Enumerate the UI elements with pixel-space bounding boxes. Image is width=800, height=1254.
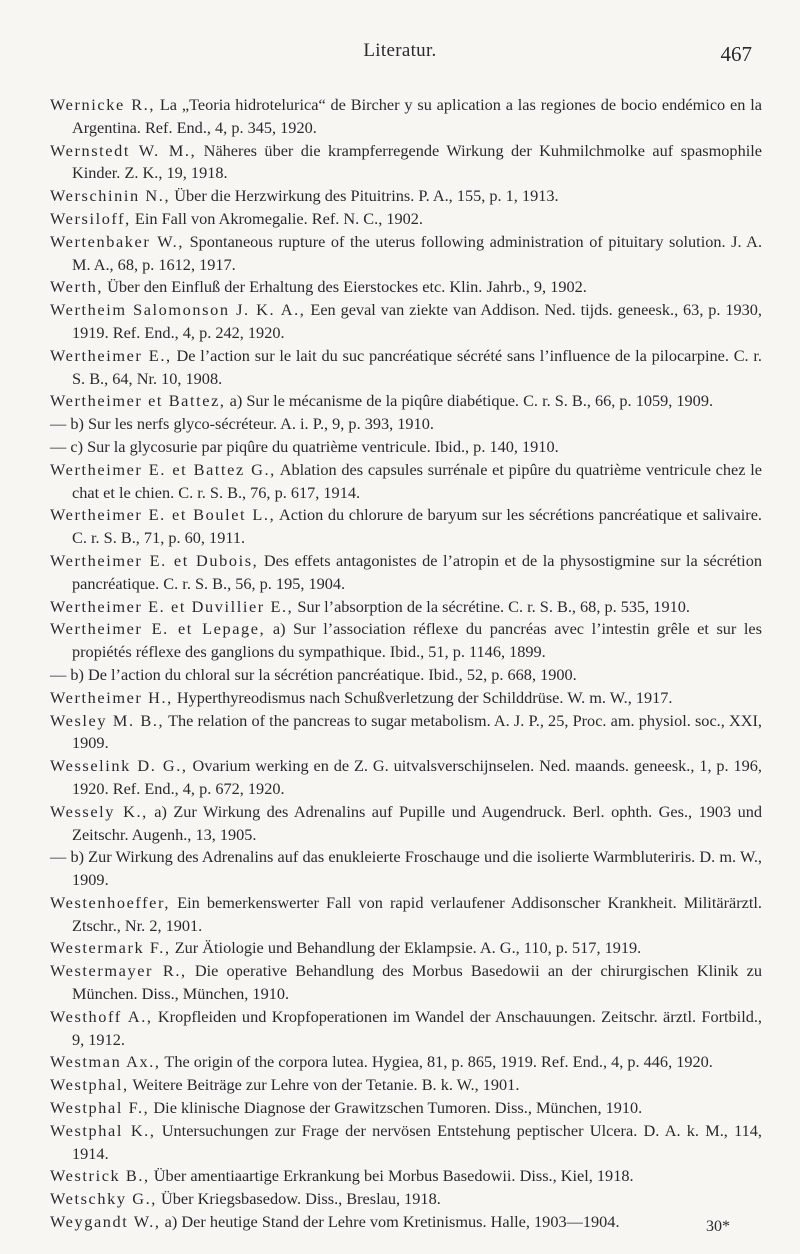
entry-text: Über die Herzwirkung des Pituitrins. P. A., 155, p. 1, 1913. [170, 186, 559, 206]
entry-text: Sur l’absorption de la sécrétine. C. r. S. B., 68, p. 535, 1910. [293, 596, 690, 616]
bibliography-list [50, 94, 762, 1234]
bibliography-entry [50, 596, 762, 619]
bibliography-entry [50, 801, 762, 847]
bibliography-entry [50, 140, 762, 186]
bibliography-entry [50, 892, 762, 938]
bibliography-entry [50, 345, 762, 391]
bibliography-entry [50, 755, 762, 801]
bibliography-entry [50, 413, 762, 436]
entry-text: Ovarium werking en de Z. G. uitvalsverschijnselen. Ned. maands. geneesk., 1, p. 196, 1920. Ref. End., 4, p. 672, 1920. [72, 756, 762, 798]
entry-author: Westphal F., [50, 1098, 150, 1118]
entry-text: — b) Sur les nerfs glyco-sécréteur. A. i. P., 9, p. 393, 1910. [50, 414, 434, 434]
entry-text: Weitere Beiträge zur Lehre von der Tetanie. B. k. W., 1901. [128, 1075, 520, 1095]
bibliography-entry [50, 390, 762, 413]
entry-text: Kropfleiden und Kropfoperationen im Wandel der Anschauungen. Zeitschr. ärztl. Fortbild., 9, 1912. [72, 1006, 762, 1049]
entry-author: Westphal K., [50, 1120, 156, 1140]
entry-author: Wernicke R., [50, 95, 156, 114]
entry-text: The origin of the corpora lutea. Hygiea, 81, p. 865, 1919. Ref. End., 4, p. 446, 1920. [160, 1052, 713, 1072]
signature-mark: 30* [706, 1218, 730, 1235]
bibliography-entry [50, 459, 762, 505]
entry-author: Wertheimer E. et Lepage, [50, 619, 266, 639]
entry-author: Westhoff A., [50, 1006, 153, 1026]
entry-author: Westermark F., [50, 938, 171, 958]
entry-text: — b) Zur Wirkung des Adrenalins auf das enukleierte Froschauge und die isolierte Warmbluteriris. D. m. W., 1909. [50, 847, 762, 890]
bibliography-entry [50, 1211, 762, 1234]
entry-text: De l’action sur le lait du suc pancréatique sécrété sans l’influence de la pilocarpine. C. r. S. B., 64, Nr. 10, 1908. [72, 345, 762, 388]
entry-author: Wernstedt W. M., [50, 140, 197, 160]
entry-text: La „Teoria hidrotelurica“ de Bircher y su aplication a las regiones de bocio endémico en la Argentina. Ref. End., 4, p. 345, 1920. [72, 95, 762, 137]
running-head: Literatur. [363, 40, 437, 61]
entry-text: — c) Sur la glycosurie par piqûre du quatrième ventricule. Ibid., p. 140, 1910. [50, 436, 559, 456]
entry-author: Westermayer R., [50, 961, 187, 981]
entry-text: Über Kriegsbasedow. Diss., Breslau, 1918. [156, 1189, 441, 1209]
entry-author: Westphal, [50, 1075, 129, 1095]
bibliography-entry [50, 618, 762, 664]
entry-text: The relation of the pancreas to sugar metabolism. A. J. P., 25, Proc. am. physiol. soc., XXI, 1909. [72, 710, 762, 753]
entry-text: Ein Fall von Akromegalie. Ref. N. C., 1902. [130, 208, 423, 228]
page-number: 467 [720, 42, 752, 66]
bibliography-entry [50, 846, 762, 892]
bibliography-entry [50, 1051, 762, 1074]
entry-text: a) Sur l’association réflexe du pancréas avec l’intestin grêle et sur les propiétés réflexe des ganglions du sympathique. Ibid., 51, p. 1146, 1899. [72, 619, 762, 662]
entry-author: Wertheimer et Battez, [50, 391, 226, 411]
entry-author: Wertenbaker W., [50, 231, 185, 251]
entry-text: a) Zur Wirkung des Adrenalins auf Pupille und Augendruck. Berl. ophth. Ges., 1903 und Zeitschr. Augenh., 13, 1905. [72, 801, 762, 844]
entry-author: Wertheimer E. et Boulet L., [50, 505, 276, 525]
bibliography-entry [50, 664, 762, 687]
entry-text: Ein bemerkenswerter Fall von rapid verlaufener Addisonscher Krankheit. Militärärztl. Ztschr., Nr. 2, 1901. [72, 892, 762, 935]
bibliography-entry [50, 276, 762, 299]
entry-author: Wersiloff, [50, 208, 131, 228]
entry-text: Een geval van ziekte van Addison. Ned. tijds. geneesk., 63, p. 1930, 1919. Ref. End., 4, p. 242, 1920. [72, 300, 763, 342]
entry-author: Wertheimer E., [50, 345, 172, 365]
entry-text: a) Der heutige Stand der Lehre vom Kretinismus. Halle, 1903—1904. [160, 1212, 620, 1232]
entry-author: Weygandt W., [50, 1212, 161, 1232]
entry-text: Die operative Behandlung des Morbus Basedowii an der chirurgischen Klinik zu München. Diss., München, 1910. [72, 961, 763, 1004]
bibliography-entry [50, 1006, 762, 1052]
entry-text: Untersuchungen zur Frage der nervösen Entstehung peptischer Ulcera. D. A. k. M., 114, 1914. [72, 1120, 762, 1163]
bibliography-entry [50, 687, 762, 710]
entry-author: Wertheimer E. et Duvillier E., [50, 596, 294, 616]
entry-text: Über amentiaartige Erkrankung bei Morbus Basedowii. Diss., Kiel, 1918. [149, 1166, 634, 1186]
bibliography-entry [50, 1074, 762, 1097]
entry-author: Wertheimer E. et Battez G., [50, 459, 276, 479]
entry-author: Wertheimer H., [50, 687, 173, 707]
bibliography-entry [50, 1097, 762, 1120]
bibliography-entry [50, 1120, 762, 1166]
entry-text: — b) De l’action du chloral sur la sécrétion pancréatique. Ibid., 52, p. 668, 1900. [50, 664, 577, 684]
bibliography-entry [50, 550, 762, 596]
bibliography-entry [50, 299, 762, 345]
entry-text: Spontaneous rupture of the uterus following administration of pituitary solution. J. A. M. A., 68, p. 1612, 1917. [72, 231, 763, 274]
entry-author: Wertheimer E. et Dubois, [50, 550, 259, 570]
entry-author: Wertheim Salomonson J. K. A., [50, 300, 306, 320]
bibliography-entry [50, 185, 762, 208]
bibliography-entry [50, 1165, 762, 1188]
entry-author: Werschinin N., [50, 186, 171, 206]
entry-author: Wetschky G., [50, 1189, 157, 1209]
bibliography-entry [50, 208, 762, 231]
entry-author: Westman Ax., [50, 1052, 161, 1072]
bibliography-entry [50, 960, 762, 1006]
entry-text: Des effets antagonistes de l’atropin et de la physostigmine sur la sécrétion pancréatique. C. r. S. B., 56, p. 195, 1904. [72, 550, 762, 593]
entry-text: Die klinische Diagnose der Grawitzschen Tumoren. Diss., München, 1910. [149, 1098, 643, 1118]
entry-text: Action du chlorure de baryum sur les sécrétions pancréatique et salivaire. C. r. S. B., 71, p. 60, 1911. [72, 505, 762, 548]
entry-text: Näheres über die krampferregende Wirkung der Kuhmilchmolke auf spasmophile Kinder. Z. K., 19, 1918. [72, 140, 762, 183]
bibliography-entry [50, 1188, 762, 1211]
entry-author: Westrick B., [50, 1166, 150, 1186]
bibliography-entry [50, 504, 762, 550]
entry-text: Hyperthyreodismus nach Schußverletzung der Schilddrüse. W. m. W., 1917. [172, 687, 673, 707]
entry-author: Wessely K., [50, 801, 148, 821]
entry-author: Westenhoeffer, [50, 892, 171, 912]
bibliography-entry [50, 94, 762, 140]
entry-author: Werth, [50, 277, 104, 297]
entry-text: a) Sur le mécanisme de la piqûre diabétique. C. r. S. B., 66, p. 1059, 1909. [225, 391, 714, 411]
entry-text: Über den Einfluß der Erhaltung des Eierstockes etc. Klin. Jahrb., 9, 1902. [103, 277, 587, 297]
bibliography-entry [50, 231, 762, 277]
bibliography-entry [50, 710, 762, 756]
entry-text: Ablation des capsules surrénale et pipûre du quatrième ventricule chez le chat et le chien. C. r. S. B., 76, p. 617, 1914. [72, 459, 762, 502]
page-header [0, 40, 800, 70]
entry-author: Wesley M. B., [50, 710, 165, 730]
entry-text: Zur Ätiologie und Behandlung der Eklampsie. A. G., 110, p. 517, 1919. [170, 938, 642, 958]
bibliography-entry [50, 436, 762, 459]
bibliography-entry [50, 937, 762, 960]
entry-author: Wesselink D. G., [50, 756, 188, 776]
